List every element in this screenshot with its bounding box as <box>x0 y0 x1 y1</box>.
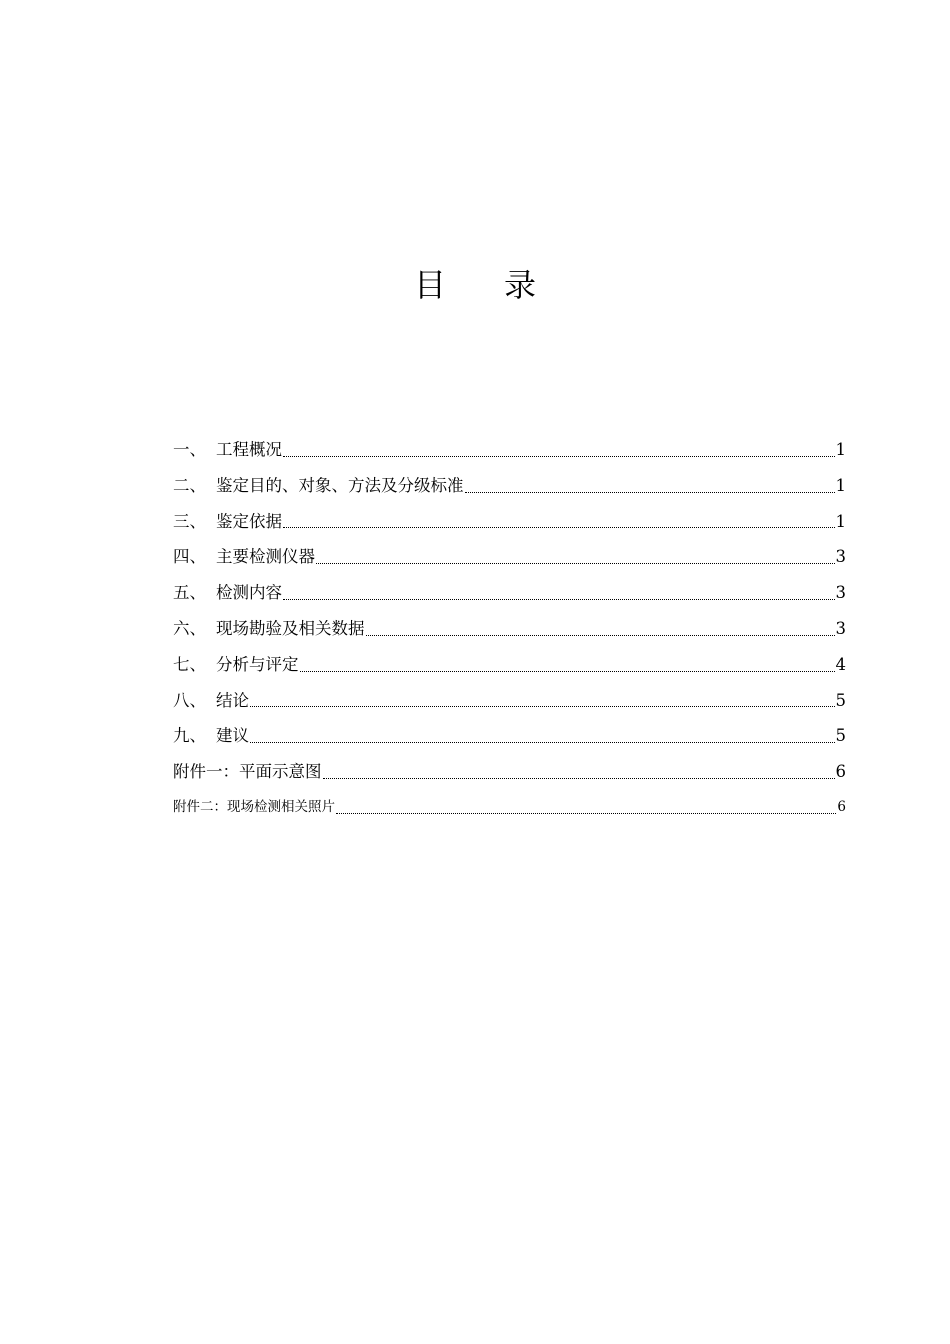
dot-leader <box>250 742 835 743</box>
toc-entry-3[interactable] <box>173 504 846 540</box>
toc-entry-number: 七、 <box>173 654 206 674</box>
toc-entry-8[interactable] <box>173 683 846 719</box>
toc-entry-number: 八、 <box>173 690 206 710</box>
toc-title-char-2: 录 <box>504 266 537 304</box>
toc-entry-label: 鉴定目的、对象、方法及分级标准 <box>216 475 464 495</box>
toc-entry-label: 结论 <box>216 690 249 710</box>
toc-appendix-label: 附件一：平面示意图 <box>173 762 322 782</box>
dot-leader <box>283 527 835 528</box>
toc-appendix-label: 附件二：现场检测相关照片 <box>173 798 335 815</box>
toc-list <box>173 432 846 826</box>
dot-leader <box>283 599 835 600</box>
toc-entry-label: 鉴定依据 <box>216 511 282 531</box>
toc-title-char-1: 目 <box>413 266 446 304</box>
toc-entry-page: 1 <box>835 475 846 495</box>
toc-entry-page: 5 <box>835 726 846 746</box>
toc-appendix-page: 6 <box>835 762 846 782</box>
dot-leader <box>366 635 835 636</box>
toc-entry-4[interactable] <box>173 539 846 575</box>
toc-entry-page: 3 <box>835 583 846 603</box>
toc-entry-page: 1 <box>835 511 846 531</box>
toc-appendix-2[interactable] <box>173 790 846 826</box>
toc-entry-label: 现场勘验及相关数据 <box>216 618 365 638</box>
toc-entry-9[interactable] <box>173 718 846 754</box>
dot-leader <box>316 563 835 564</box>
dot-leader <box>336 813 836 814</box>
toc-entry-number: 六、 <box>173 618 206 638</box>
toc-entry-6[interactable] <box>173 611 846 647</box>
toc-title <box>0 262 950 308</box>
dot-leader <box>283 456 835 457</box>
dot-leader <box>300 671 835 672</box>
toc-entry-5[interactable] <box>173 575 846 611</box>
dot-leader <box>323 778 835 779</box>
toc-entry-1[interactable] <box>173 432 846 468</box>
toc-entry-label: 建议 <box>216 726 249 746</box>
toc-entry-page: 1 <box>835 440 846 459</box>
toc-entry-page: 3 <box>835 547 846 567</box>
toc-entry-number: 九、 <box>173 726 206 746</box>
toc-entry-label: 主要检测仪器 <box>216 547 315 567</box>
toc-entry-label: 分析与评定 <box>216 654 299 674</box>
toc-entry-label: 检测内容 <box>216 583 282 603</box>
toc-appendix-page: 6 <box>837 798 846 815</box>
toc-entry-7[interactable] <box>173 647 846 683</box>
toc-entry-label: 工程概况 <box>216 440 282 459</box>
toc-entry-page: 5 <box>835 690 846 710</box>
toc-entry-number: 五、 <box>173 583 206 603</box>
toc-entry-number: 四、 <box>173 547 206 567</box>
toc-entry-2[interactable] <box>173 468 846 504</box>
toc-appendix-1[interactable] <box>173 754 846 790</box>
dot-leader <box>250 706 835 707</box>
toc-entry-number: 二、 <box>173 475 206 495</box>
toc-entry-number: 三、 <box>173 511 206 531</box>
toc-entry-number: 一、 <box>173 440 206 459</box>
toc-entry-page: 4 <box>835 654 846 674</box>
toc-entry-page: 3 <box>835 618 846 638</box>
dot-leader <box>465 492 835 493</box>
